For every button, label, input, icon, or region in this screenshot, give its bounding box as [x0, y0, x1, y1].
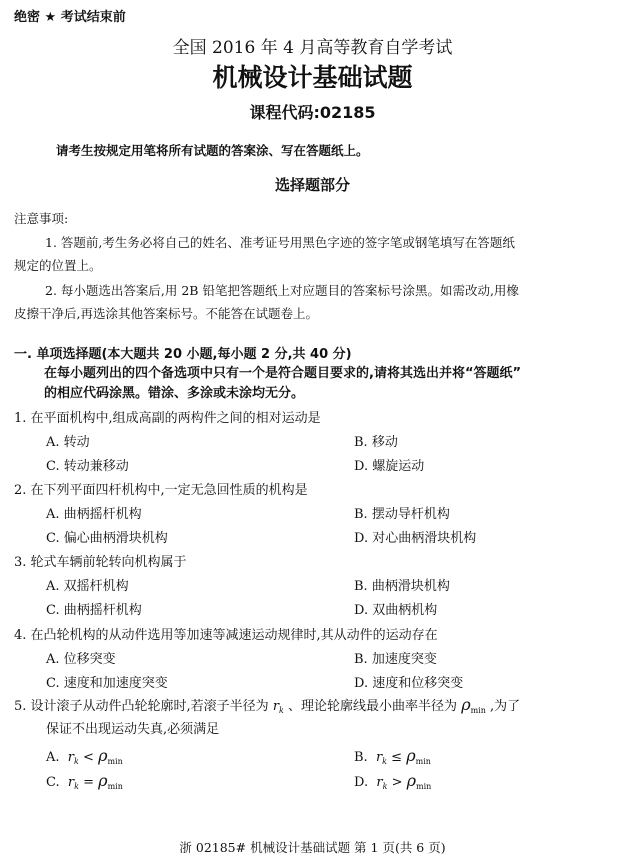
part-title: 选择题部分	[274, 176, 350, 194]
question-2-option-d: D. 对心曲柄滑块机构	[354, 531, 477, 546]
question-1-option-c: C. 转动兼移动	[46, 459, 129, 474]
page-title: 机械设计基础试题	[212, 63, 413, 92]
question-5-stem-part-1: 5. 设计滚子从动件凸轮轮廓时,若滚子半径为	[14, 699, 269, 714]
note-item-1-line-1: 1. 答题前,考生务必将自己的姓名、准考证号用黑色字迹的签字笔或钢笔填写在答题纸	[45, 235, 515, 250]
question-5-stem-line-1	[14, 695, 520, 715]
question-3-option-c: C. 曲柄摇杆机构	[46, 603, 142, 618]
note-item-1-line-2: 规定的位置上。	[14, 258, 102, 273]
question-3-option-d: D. 双曲柄机构	[354, 603, 438, 618]
question-1-option-b: B. 移动	[354, 435, 398, 450]
course-code: 课程代码:02185	[249, 103, 376, 122]
exam-name: 全国 2016 年 4 月高等教育自学考试	[172, 38, 453, 58]
question-5-stem-line-2: 保证不出现运动失真,必须满足	[46, 722, 220, 737]
confidential-label: 绝密 ★ 考试结束前	[14, 10, 126, 25]
question-5-option-c: C. $r_k = \rho\min$	[46, 771, 123, 791]
question-2-option-c: C. 偏心曲柄滑块机构	[46, 531, 168, 546]
question-4-option-b: B. 加速度突变	[354, 652, 437, 667]
section-desc-line-1: 在每小题列出的四个备选项中只有一个是符合题目要求的,请将其选出并将“答题纸”	[44, 366, 522, 381]
instruction-text: 请考生按规定用笔将所有试题的答案涂、写在答题纸上。	[56, 143, 369, 158]
question-2-stem: 2. 在下列平面四杆机构中,一定无急回性质的机构是	[14, 483, 308, 498]
section-desc-line-2: 的相应代码涂黑。错涂、多涂或未涂均无分。	[44, 386, 305, 401]
question-5-stem-part-3: ,为了	[490, 699, 521, 714]
notes-title: 注意事项:	[14, 211, 69, 226]
question-4-option-d: D. 速度和位移突变	[354, 676, 464, 691]
question-3-option-a: A. 双摇杆机构	[46, 579, 129, 594]
rho-min-symbol: ρmin	[461, 695, 486, 715]
question-2-option-b: B. 摆动导杆机构	[354, 507, 450, 522]
question-3-stem: 3. 轮式车辆前轮转向机构属于	[14, 555, 187, 570]
question-5-option-d: D. $r_k > \rho\min$	[354, 771, 432, 791]
question-4-option-c: C. 速度和加速度突变	[46, 676, 168, 691]
section-heading: 一. 单项选择题(本大题共 20 小题,每小题 2 分,共 40 分)	[14, 347, 352, 362]
question-1-option-d: D. 螺旋运动	[354, 459, 425, 474]
note-item-2-line-1: 2. 每小题选出答案后,用 2B 铅笔把答题纸上对应题目的答案标号涂黑。如需改动,用橡	[45, 283, 519, 298]
r-k-symbol: $r_k$	[272, 699, 284, 715]
question-1-stem: 1. 在平面机构中,组成高副的两构件之间的相对运动是	[14, 411, 321, 426]
question-5-option-b: B. $r_k \le \rho\min$	[354, 746, 431, 766]
question-5-option-a: A. $r_k < \rho\min$	[46, 746, 123, 766]
question-4-stem: 4. 在凸轮机构的从动件选用等加速等减速运动规律时,其从动件的运动存在	[14, 628, 438, 643]
question-5-stem-part-2: 、理论轮廓线最小曲率半径为	[288, 699, 458, 714]
page-footer: 浙 02185# 机械设计基础试题 第 1 页(共 6 页)	[179, 840, 446, 855]
note-item-2-line-2: 皮擦干净后,再选涂其他答案标号。不能答在试题卷上。	[14, 306, 318, 321]
question-4-option-a: A. 位移突变	[46, 652, 116, 667]
question-2-option-a: A. 曲柄摇杆机构	[46, 507, 142, 522]
question-3-option-b: B. 曲柄滑块机构	[354, 579, 450, 594]
question-1-option-a: A. 转动	[46, 435, 90, 450]
